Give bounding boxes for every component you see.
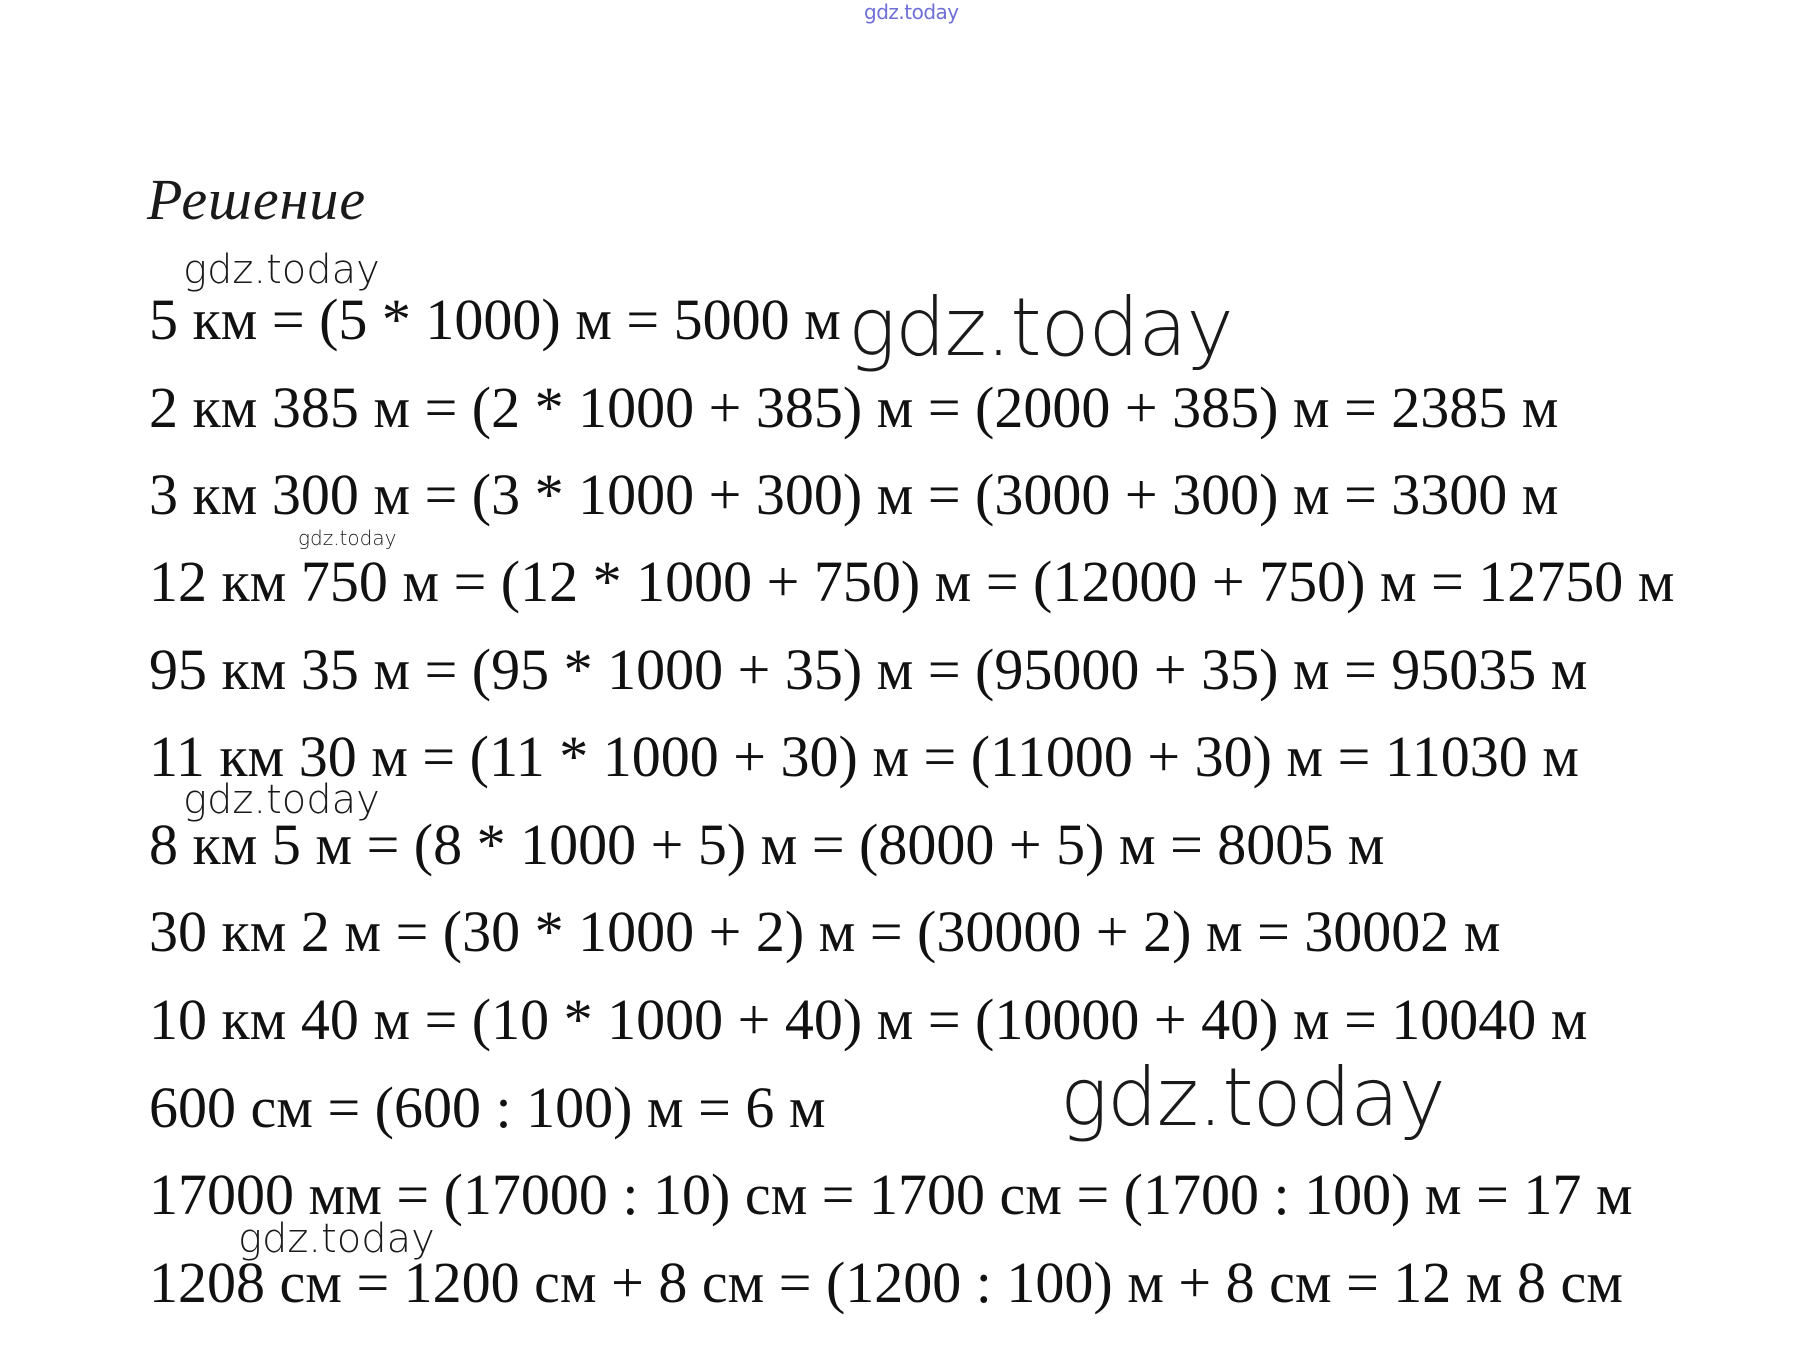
solution-line-2: 2 км 385 м = (2 * 1000 + 385) м = (2000 + 385) м = 2385 м [149, 375, 1559, 440]
solution-line-8: 30 км 2 м = (30 * 1000 + 2) м = (30000 + 2) м = 30002 м [149, 899, 1501, 964]
watermark-large-2: gdz.today [1060, 1051, 1445, 1144]
watermark-small-3: gdz.today [238, 1216, 435, 1262]
top-watermark: gdz.today [864, 0, 959, 24]
watermark-tiny-1: gdz.today [298, 526, 397, 550]
solution-line-9: 10 км 40 м = (10 * 1000 + 40) м = (10000 + 40) м = 10040 м [149, 987, 1588, 1052]
watermark-small-1: gdz.today [183, 247, 380, 293]
solution-line-1: 5 км = (5 * 1000) м = 5000 м [149, 287, 841, 352]
solution-heading: Решение [147, 167, 367, 232]
solution-line-5: 95 км 35 м = (95 * 1000 + 35) м = (95000 + 35) м = 95035 м [149, 637, 1588, 702]
solution-line-6: 11 км 30 м = (11 * 1000 + 30) м = (11000 + 30) м = 11030 м [149, 724, 1579, 789]
watermark-large-1: gdz.today [848, 281, 1233, 374]
solution-line-7: 8 км 5 м = (8 * 1000 + 5) м = (8000 + 5) м = 8005 м [149, 812, 1385, 877]
solution-line-3: 3 км 300 м = (3 * 1000 + 300) м = (3000 + 300) м = 3300 м [149, 462, 1559, 527]
solution-line-4: 12 км 750 м = (12 * 1000 + 750) м = (12000 + 750) м = 12750 м [149, 549, 1675, 614]
solution-line-12: 1208 см = 1200 см + 8 см = (1200 : 100) м + 8 см = 12 м 8 см [149, 1250, 1623, 1315]
watermark-small-2: gdz.today [183, 777, 380, 823]
solution-line-11: 17000 мм = (17000 : 10) см = 1700 см = (1700 : 100) м = 17 м [149, 1162, 1633, 1227]
solution-line-10: 600 см = (600 : 100) м = 6 м [149, 1075, 826, 1140]
